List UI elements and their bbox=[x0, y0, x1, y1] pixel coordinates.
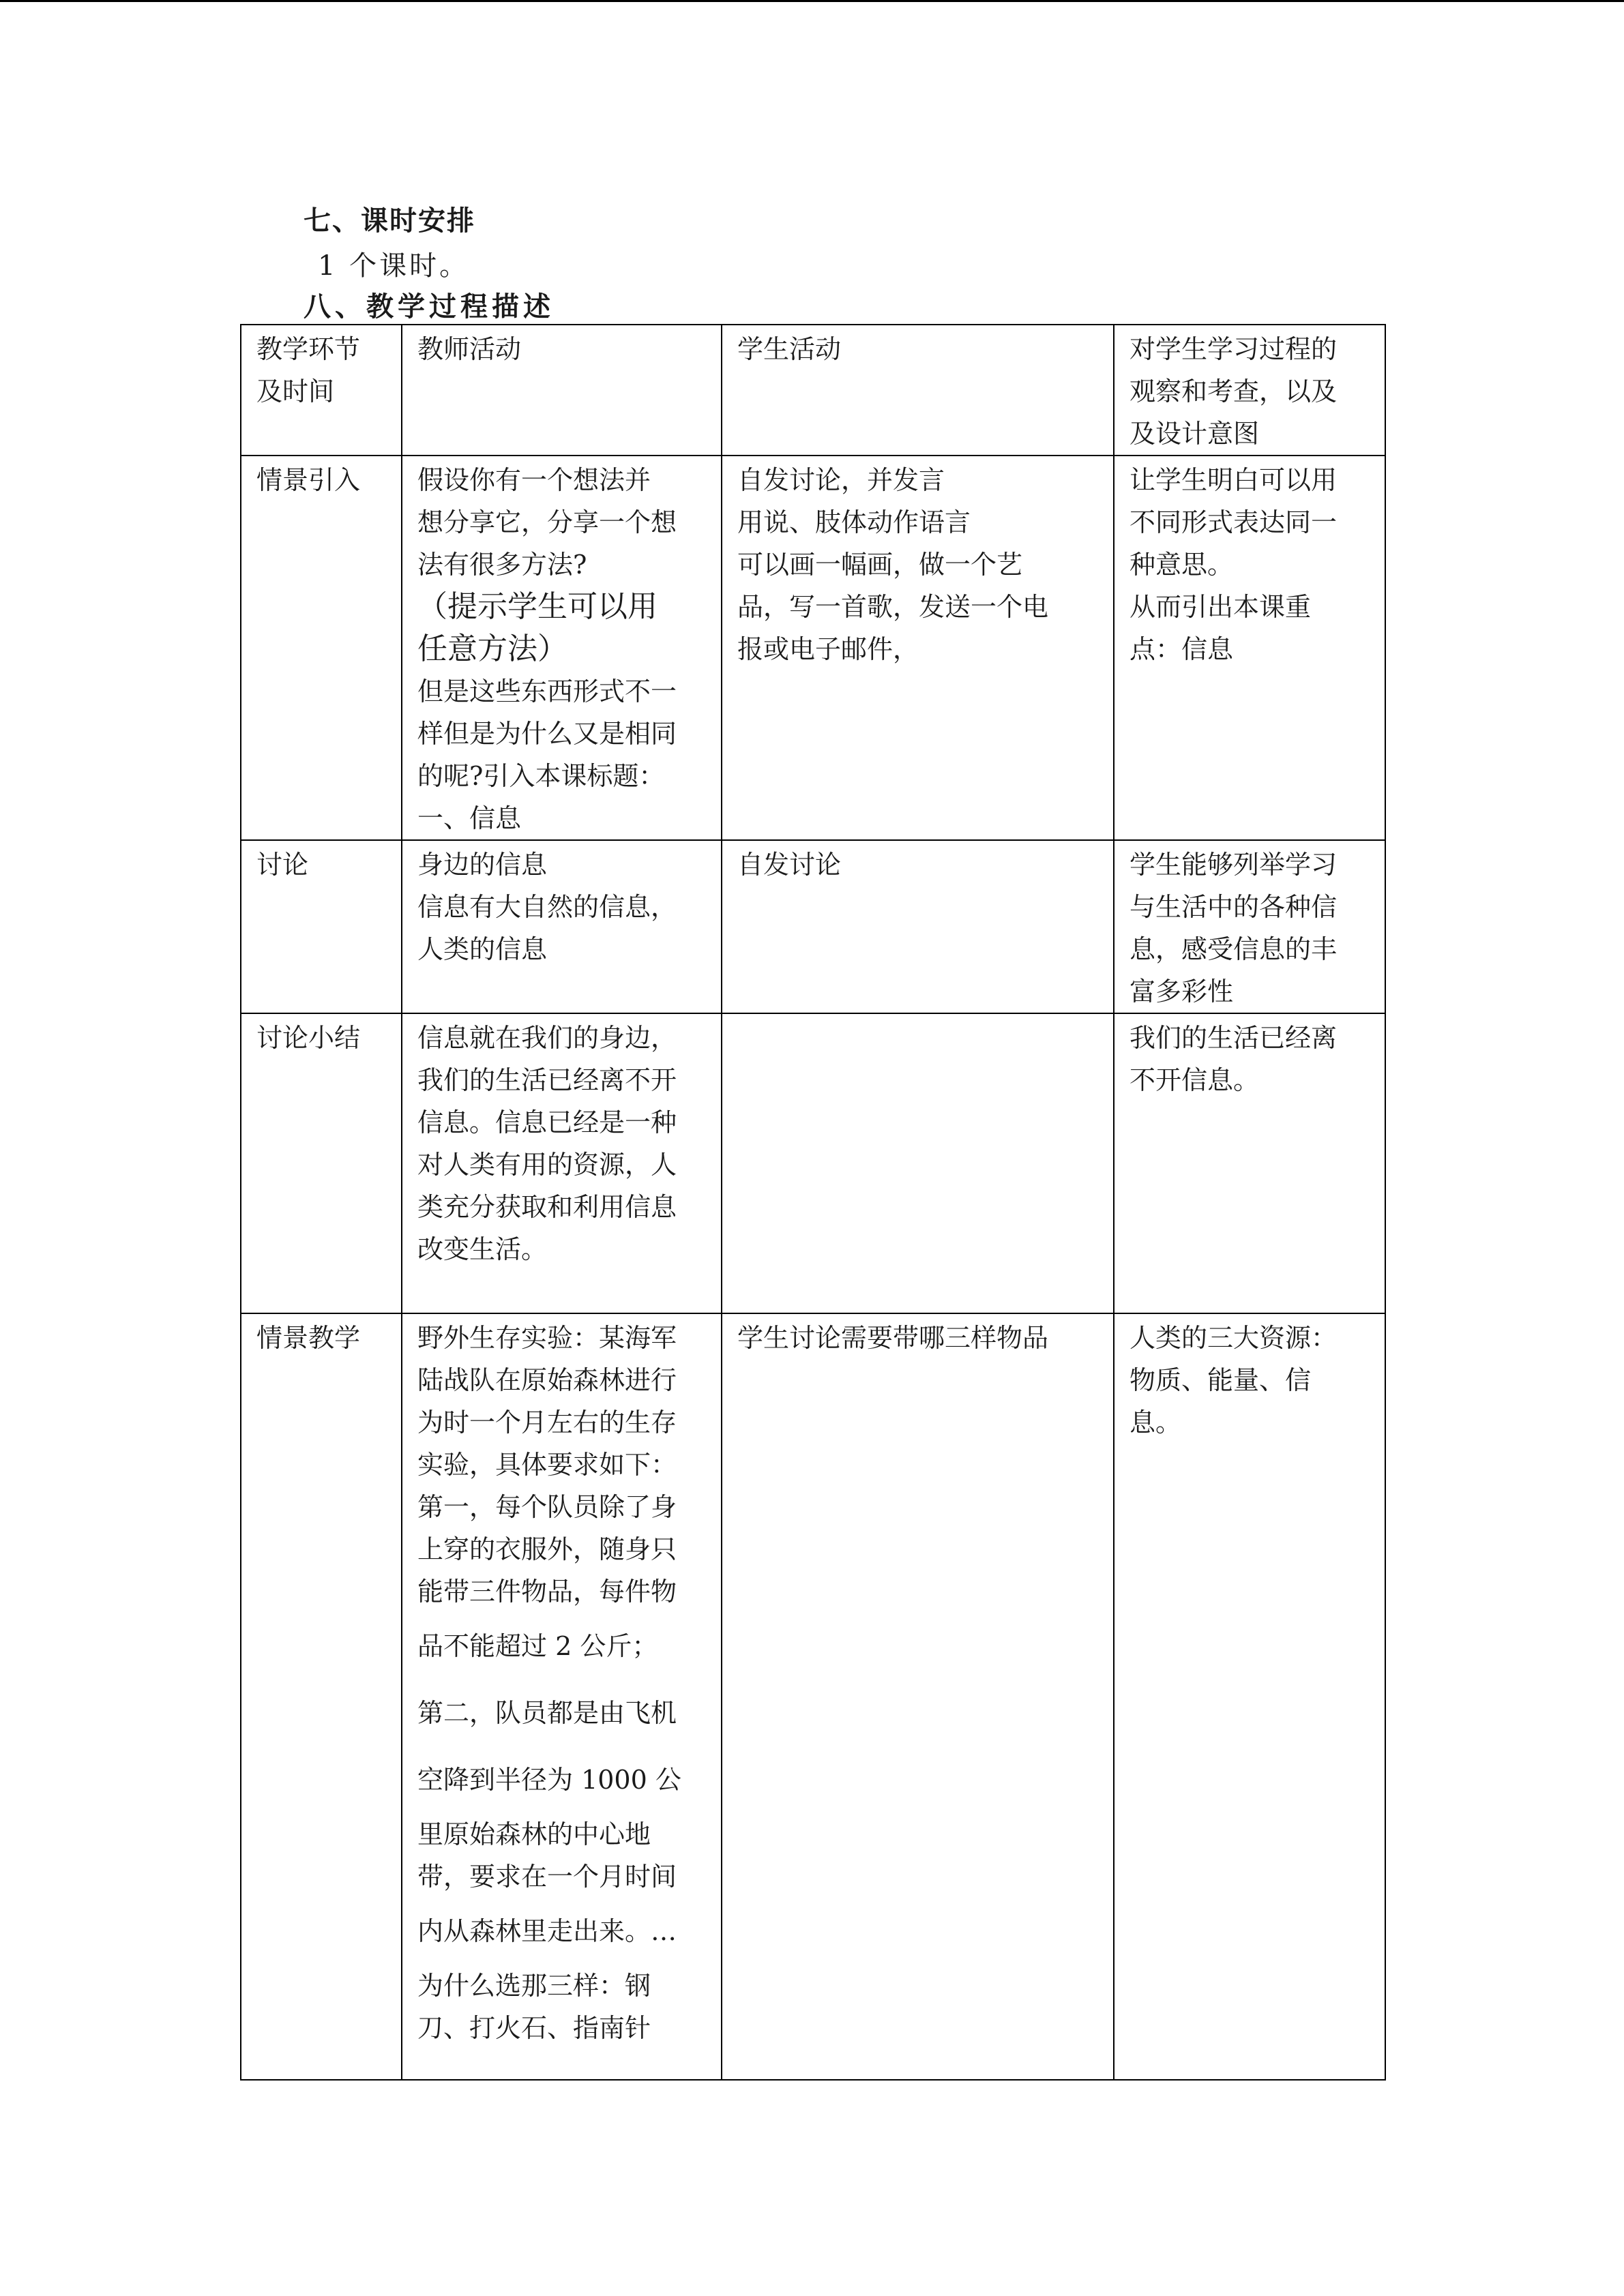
row-stage: 讨论小结 bbox=[241, 1013, 402, 1313]
section-8-heading: 八、教学过程描述 bbox=[304, 290, 555, 323]
row-stage: 讨论 bbox=[241, 840, 402, 1013]
row-observation: 人类的三大资源： 物质、能量、信 息。 bbox=[1114, 1313, 1385, 2080]
header-stage: 教学环节 及时间 bbox=[241, 325, 402, 456]
table-row bbox=[241, 1313, 1385, 2080]
table-row bbox=[241, 456, 1385, 840]
row-stage: 情景教学 bbox=[241, 1313, 402, 2080]
row-student-activity bbox=[722, 1013, 1114, 1313]
header-student: 学生活动 bbox=[722, 325, 1114, 456]
header-teacher: 教师活动 bbox=[402, 325, 722, 456]
row-observation: 让学生明白可以用 不同形式表达同一 种意思。 从而引出本课重 点：信息 bbox=[1114, 456, 1385, 840]
row-stage: 情景引入 bbox=[241, 456, 402, 840]
teaching-process-table bbox=[240, 324, 1386, 2081]
section-7-heading: 七、课时安排 bbox=[304, 205, 475, 237]
table-row bbox=[241, 1013, 1385, 1313]
row-student-activity: 自发讨论，并发言 用说、肢体动作语言 可以画一幅画，做一个艺 品，写一首歌，发送一个电 报或电子邮件， bbox=[722, 456, 1114, 840]
page-top-border bbox=[0, 0, 1624, 2]
table-row bbox=[241, 840, 1385, 1013]
row-teacher-activity: 假设你有一个想法并 想分享它，分享一个想 法有很多方法? （提示学生可以用 任意方法） 但是这些东西形式不一 样但是为什么又是相同 的呢?引入本课标题： 一、信息 bbox=[402, 456, 722, 840]
row-teacher-activity: 信息就在我们的身边， 我们的生活已经离不开 信息。信息已经是一种 对人类有用的资源，人 类充分获取和利用信息 改变生活。 bbox=[402, 1013, 722, 1313]
row-student-activity: 学生讨论需要带哪三样物品 bbox=[722, 1313, 1114, 2080]
row-observation: 我们的生活已经离 不开信息。 bbox=[1114, 1013, 1385, 1313]
section-7-text: 1 个课时。 bbox=[318, 250, 470, 282]
header-observation: 对学生学习过程的 观察和考查，以及 及设计意图 bbox=[1114, 325, 1385, 456]
row-teacher-activity: 身边的信息 信息有大自然的信息， 人类的信息 bbox=[402, 840, 722, 1013]
row-teacher-activity: 野外生存实验：某海军 陆战队在原始森林进行 为时一个月左右的生存 实验，具体要求如下： 第一，每个队员除了身 上穿的衣服外，随身只 能带三件物品，每件物 品不能超过 2 公斤； 第二，队员都是由飞机 空降到半径为 1000 公 里原始森林的中心地 带，要求在一个月时间 内从森林里走出来。… 为什么选那三样：钢 刀、打火石、指南针 bbox=[402, 1313, 722, 2080]
row-observation: 学生能够列举学习 与生活中的各种信 息，感受信息的丰 富多彩性 bbox=[1114, 840, 1385, 1013]
table-header-row bbox=[241, 325, 1385, 456]
row-student-activity: 自发讨论 bbox=[722, 840, 1114, 1013]
